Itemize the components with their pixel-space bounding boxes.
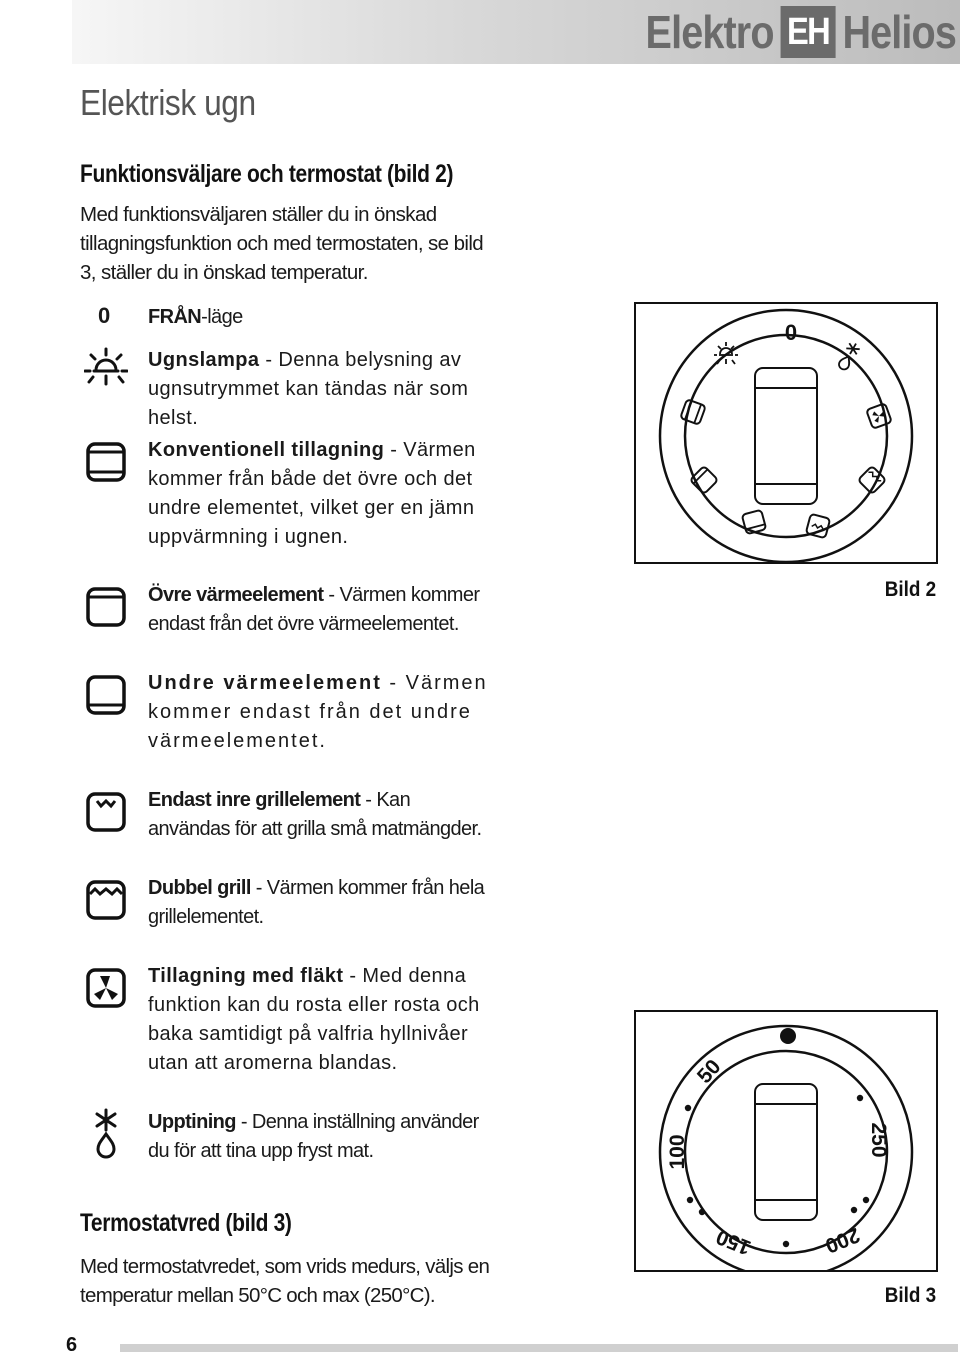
function-selector-knob	[636, 304, 936, 562]
section-intro: Med funktionsväljaren ställer du in önskad tillagningsfunktion och med termostaten, se bild 3, ställer du in önskad temperatur.	[80, 203, 484, 284]
top-element-icon	[84, 585, 128, 629]
brand-right: Helios	[842, 6, 956, 58]
function-name: Ugnslampa	[148, 349, 260, 371]
function-desc: - Kan användas för att grilla små matmängder.	[148, 789, 482, 840]
header-band	[72, 0, 960, 64]
bottom-element-icon	[84, 673, 128, 717]
temp-label-150: 150	[713, 1224, 755, 1260]
knob-face	[685, 335, 887, 537]
dial-inner-grill-icon	[806, 514, 830, 538]
function-desc: - Denna inställning använder du för att tina upp fryst mat.	[148, 1111, 479, 1162]
function-name: Undre värmeelement	[148, 672, 382, 694]
brand-logo	[646, 6, 956, 58]
footer-rule	[120, 1344, 958, 1352]
temp-label-250: 250	[867, 1122, 890, 1158]
figure-thermostat	[634, 1010, 938, 1272]
thermostat-knob	[636, 1012, 936, 1270]
knob-grip	[755, 368, 817, 504]
function-desc: -läge	[201, 306, 243, 328]
function-name: Upptining	[148, 1111, 236, 1133]
function-name: Endast inre grillelement	[148, 789, 361, 811]
zero-symbol-icon: 0	[98, 303, 111, 328]
defrost-icon	[84, 1108, 128, 1160]
oven-lamp-icon	[84, 346, 128, 390]
page-title: Elektrisk ugn	[80, 82, 256, 123]
section-heading-function-selector: Funktionsväljare och termostat (bild 2)	[80, 160, 454, 188]
function-name: Övre värmeelement	[148, 584, 324, 606]
dial-defrost-icon	[836, 341, 861, 372]
knob-ring	[660, 310, 912, 562]
figure-caption-bild-3: Bild 3	[884, 1284, 936, 1307]
double-grill-icon	[84, 878, 128, 922]
inner-grill-icon	[84, 790, 128, 834]
dial-fan-icon	[866, 403, 892, 429]
temp-label-200: 200	[821, 1222, 863, 1258]
figure-caption-bild-2: Bild 2	[884, 578, 936, 601]
function-name: Tillagning med fläkt	[148, 965, 344, 987]
temp-label-50: 50	[692, 1055, 726, 1089]
function-desc: - Värmen kommer endast från det undre värmeelementet.	[148, 672, 488, 752]
brand-mark: EH	[781, 6, 836, 58]
fan-cooking-icon	[84, 966, 128, 1010]
temperature-tick-dots	[685, 1095, 869, 1247]
conventional-heating-icon	[84, 440, 128, 484]
dial-conventional-icon	[680, 399, 706, 425]
function-name: Konventionell tillagning	[148, 439, 385, 461]
dial-zero-label: 0	[784, 320, 798, 345]
figure-function-selector	[634, 302, 938, 564]
off-position-dot	[780, 1028, 796, 1044]
function-name: FRÅN	[148, 306, 202, 328]
function-desc: - Med denna funktion kan du rosta eller rosta och baka samtidigt på valfria hyllnivåer utan att aromerna blandas.	[148, 965, 480, 1074]
function-desc: - Värmen kommer från både det övre och det undre elementet, vilket ger en jämn uppvärmning i ugnen.	[148, 439, 476, 548]
function-desc: - Värmen kommer endast från det övre värmeelementet.	[148, 584, 480, 635]
section-heading-thermostat: Termostatvred (bild 3)	[80, 1209, 292, 1237]
temp-label-100: 100	[666, 1134, 689, 1170]
section-thermostat-text: Med termostatvredet, som vrids medurs, väljs en temperatur mellan 50°C och max (250°C).	[80, 1255, 490, 1307]
function-name: Dubbel grill	[148, 877, 251, 899]
thermostat-grip	[755, 1084, 817, 1220]
function-desc: - Värmen kommer från hela grillelementet.	[148, 877, 485, 928]
page-number: 6	[66, 1334, 78, 1356]
brand-left: Elektro	[645, 6, 774, 58]
function-desc: - Denna belysning av ugnsutrymmet kan tändas när som helst.	[148, 349, 469, 429]
